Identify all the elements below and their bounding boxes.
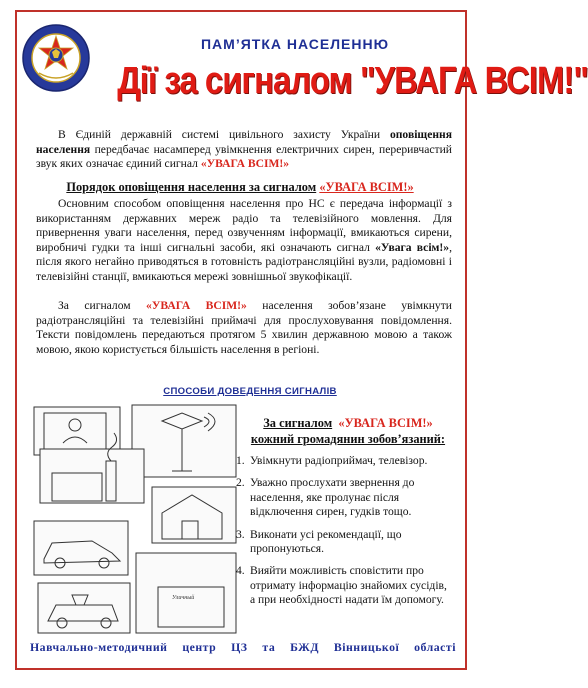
- list-item: 4. Вияйти можливість сповістити про отримату інформацію знайомих сусідів, а при необхідності надати їм допомогу.: [236, 564, 447, 607]
- signal-methods-illustration: [32, 403, 239, 635]
- signal-label: «УВАГА ВСІМ!»: [146, 299, 247, 312]
- civil-protection-emblem: [21, 23, 91, 93]
- list-item: 1. Увімкнути радіоприймач, телевізор.: [236, 454, 428, 467]
- methods-heading: СПОСОБИ ДОВЕДЕННЯ СИГНАЛІВ: [163, 386, 337, 397]
- signal-label: «УВАГА ВСІМ!»: [200, 157, 290, 171]
- leaflet-subtitle: ПАМ’ЯТКА НАСЕЛЕННЮ: [200, 36, 390, 52]
- intro-bold-term: оповіщення населення: [36, 128, 452, 156]
- signal-label: «УВАГА ВСІМ!»: [319, 180, 414, 194]
- list-item: 2. Уважно прослухати звернення до населення, яке пролунає після відключення сирен, гудків тощо.: [236, 476, 415, 519]
- intro-paragraph: В Єдиній державній системі цивільного захисту України оповіщення населення передбачає насамперед увімкнення електричних сирен, переривчастий звук яких означає єдиний сигнал «УВАГА ВСІМ!»: [36, 128, 452, 171]
- procedure-paragraph-1: Основним способом оповіщення населення про НС є передача інформації з використанням державних мереж радіо та телевізійного мовлення. Для привернення уваги населення, перед озвученням інформації, вмикаються сирени, виробничі гудки та інші сигнальні засоби, які означають сигнал «Увага всім!», після якого негайно приводяться в готовність радіотрансляційні вузли, радіомовні і телевізійні станції, вмикаються мережі зовнішньої звукофікації.: [36, 197, 452, 283]
- procedure-paragraph-2: За сигналом «УВАГА ВСІМ!» населення зобов’язане увімкнути радіотрансляційні та телевізійні приймачі для прослуховування повідомлення. Тексти повідомлень передаються протягом 5 хвилин державною мовою а також мовою, якою користується більшість населення в регіоні.: [36, 299, 452, 356]
- leaflet-title: Дії за сигналом "УВАГА ВСІМ!": [117, 60, 588, 102]
- list-item: 3. Виконати усі рекомендації, що пропонуються.: [236, 527, 402, 556]
- procedure-heading: Порядок оповіщення населення за сигналом «УВАГА ВСІМ!»: [66, 180, 414, 194]
- street-sign-text: Уличный: [172, 595, 195, 601]
- duties-heading: За сигналом «УВАГА ВСІМ!» кожний громадянин зобов’язаний:: [250, 416, 446, 446]
- duties-list: [236, 454, 454, 616]
- signal-label: «УВАГА ВСІМ!»: [338, 416, 433, 430]
- footer-organization: Навчально-методичний центр ЦЗ та БЖД Вінницької області: [30, 640, 456, 654]
